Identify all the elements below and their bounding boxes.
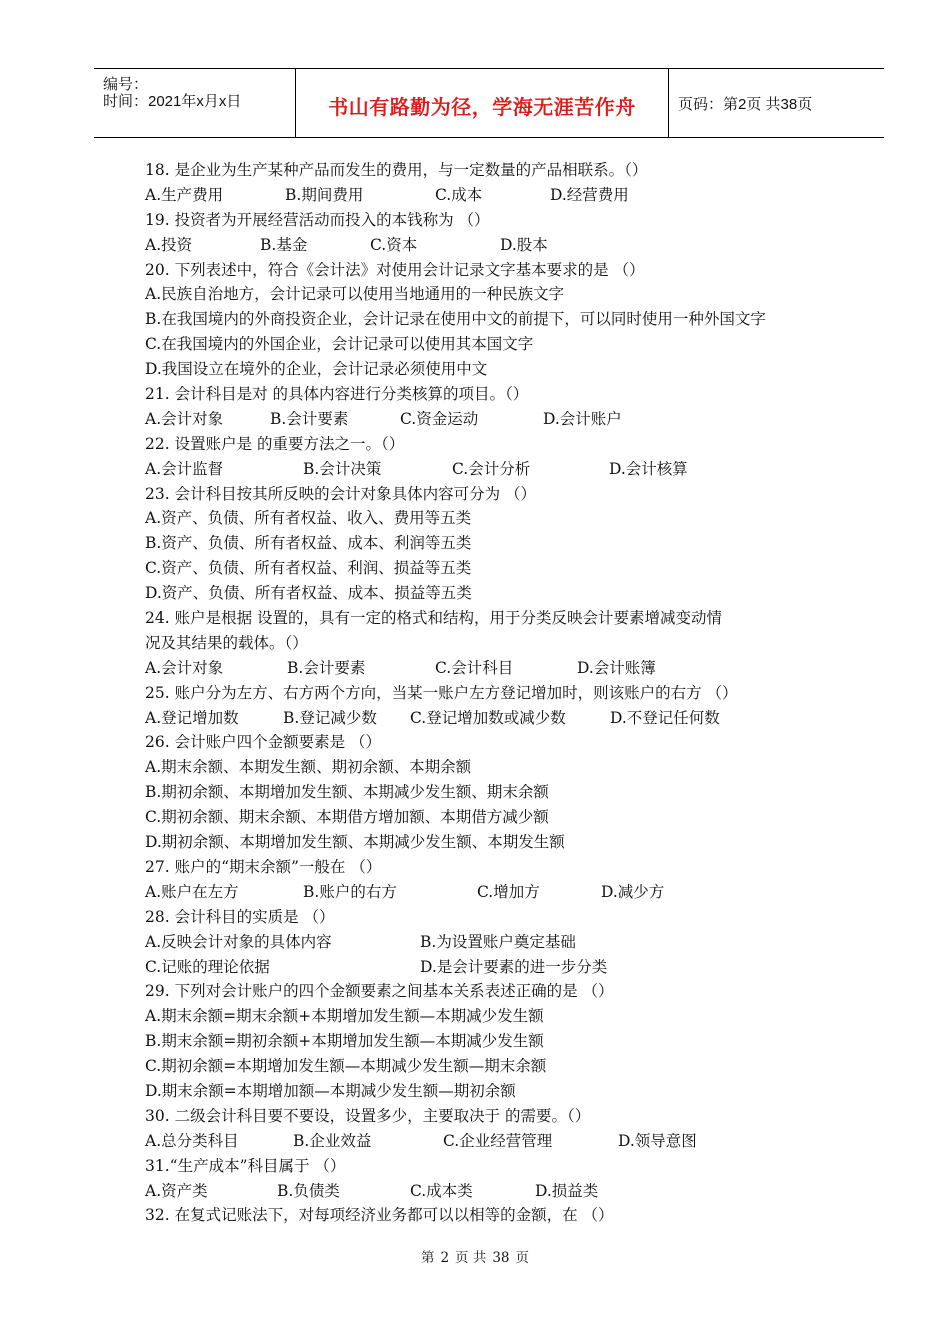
footer-total-pages: 38 [492, 1250, 510, 1266]
option-c: C.会计科目 [435, 658, 514, 677]
option-b: B.期间费用 [285, 185, 364, 204]
option-c: C.资金运动 [400, 409, 479, 428]
question-stem: 22. 设置账户是 的重要方法之一。（） [145, 434, 405, 453]
option-c: C.成本 [435, 185, 483, 204]
option-d: D.我国设立在境外的企业，会计记录必须使用中文 [145, 360, 488, 379]
option-c: C.增加方 [477, 882, 540, 901]
option-b: B.会计要素 [270, 409, 349, 428]
option-d: D.减少方 [601, 882, 665, 901]
option-a: A.反映会计对象的具体内容 [145, 932, 332, 951]
option-d: D.期初余额、本期增加发生额、本期减少发生额、本期发生额 [145, 833, 565, 852]
option-d: D.会计核算 [609, 459, 688, 478]
option-b: B.账户的右方 [303, 882, 397, 901]
page-info: 页码：第2页 共38页 [678, 96, 813, 113]
option-b: B.期末余额=期初余额+本期增加发生额—本期减少发生额 [145, 1032, 544, 1051]
option-d: D.经营费用 [550, 185, 629, 204]
question-stem: 32. 在复式记账法下，对每项经济业务都可以以相等的金额，在 （） [145, 1206, 614, 1225]
option-c: C.资本 [370, 235, 418, 254]
question-stem-continued: 况及其结果的载体。（） [145, 633, 308, 652]
option-b: B.会计要素 [287, 658, 366, 677]
option-d: D.期末余额=本期增加额—本期减少发生额—期初余额 [145, 1081, 516, 1100]
option-a: A.会计对象 [145, 409, 224, 428]
option-b: B.负债类 [277, 1181, 340, 1200]
footer-prefix: 第 [420, 1250, 435, 1266]
option-b: B.资产、负债、所有者权益、成本、利润等五类 [145, 534, 472, 553]
option-row [145, 880, 845, 905]
option-d: D.不登记任何数 [610, 708, 720, 727]
option-b: B.企业效益 [293, 1131, 372, 1150]
code-label: 编号： [103, 76, 149, 93]
footer-suffix: 页 [515, 1250, 530, 1266]
option-c: C.会计分析 [452, 459, 531, 478]
option-a: A.会计监督 [145, 459, 224, 478]
option-c: C.期初余额、期末余额、本期借方增加额、本期借方减少额 [145, 808, 549, 827]
question-stem: 24. 账户是根据 设置的，具有一定的格式和结构，用于分类反映会计要素增减变动情 [145, 609, 723, 628]
option-row [145, 955, 845, 980]
option-a: A.资产、负债、所有者权益、收入、费用等五类 [145, 509, 472, 528]
option-a: A.登记增加数 [145, 708, 239, 727]
question-stem: 29. 下列对会计账户的四个金额要素之间基本关系表述正确的是 （） [145, 982, 614, 1001]
option-c: C.资产、负债、所有者权益、利润、损益等五类 [145, 559, 472, 578]
option-c: C.企业经营管理 [443, 1131, 553, 1150]
page-footer [0, 1246, 950, 1266]
option-d: D.领导意图 [618, 1131, 697, 1150]
footer-page-number: 2 [440, 1250, 450, 1266]
option-c: C.成本类 [410, 1181, 473, 1200]
question-stem: 31.“生产成本”科目属于 （） [145, 1156, 346, 1175]
option-row [145, 183, 845, 208]
option-b: B.为设置账户奠定基础 [420, 932, 576, 951]
footer-mid: 页 共 [455, 1250, 487, 1266]
question-stem: 25. 账户分为左方、右方两个方向，当某一账户左方登记增加时，则该账户的右方 （） [145, 683, 738, 702]
header-motto-cell [296, 69, 669, 137]
option-a: A.民族自治地方，会计记录可以使用当地通用的一种民族文字 [145, 285, 565, 304]
question-list [145, 158, 845, 1228]
option-b: B.会计决策 [303, 459, 382, 478]
question-stem: 26. 会计账户四个金额要素是 （） [145, 733, 382, 752]
option-c: C.在我国境内的外国企业，会计记录可以使用其本国文字 [145, 335, 534, 354]
option-a: A.资产类 [145, 1181, 208, 1200]
option-d: D.会计账簿 [577, 658, 656, 677]
option-b: B.基金 [260, 235, 308, 254]
option-b: B.登记减少数 [283, 708, 377, 727]
option-c: C.登记增加数或减少数 [410, 708, 566, 727]
question-stem: 18. 是企业为生产某种产品而发生的费用，与一定数量的产品相联系。（） [145, 161, 648, 179]
option-row [145, 930, 845, 955]
option-d: D.是会计要素的进一步分类 [420, 957, 608, 976]
header-right-cell [669, 69, 884, 137]
motto-text: 书山有路勤为径，学海无涯苦作舟 [328, 95, 636, 119]
question-stem: 19. 投资者为开展经营活动而投入的本钱称为 （） [145, 210, 490, 229]
option-d: D.损益类 [535, 1181, 599, 1200]
page-header [94, 68, 884, 138]
question-stem: 30. 二级会计科目要不要设，设置多少，主要取决于 的需要。（） [145, 1106, 591, 1125]
header-left-cell [94, 69, 296, 137]
option-a: A.总分类科目 [145, 1131, 239, 1150]
question-stem: 21. 会计科目是对 的具体内容进行分类核算的项目。（） [145, 385, 529, 404]
option-a: A.会计对象 [145, 658, 224, 677]
option-c: C.记账的理论依据 [145, 957, 270, 976]
time-label: 时间：2021年x月x日 [103, 93, 242, 110]
option-a: A.期末余额、本期发生额、期初余额、本期余额 [145, 758, 472, 777]
option-d: D.会计账户 [543, 409, 622, 428]
option-row [145, 457, 845, 482]
option-row [145, 1179, 845, 1204]
option-row [145, 233, 845, 258]
question-stem: 28. 会计科目的实质是 （） [145, 907, 335, 926]
option-a: A.账户在左方 [145, 882, 239, 901]
question-stem: 20. 下列表述中，符合《会计法》对使用会计记录文字基本要求的是 （） [145, 260, 645, 279]
option-a: A.投资 [145, 235, 193, 254]
option-row [145, 706, 845, 731]
option-a: A.生产费用 [145, 185, 224, 204]
question-stem: 27. 账户的“期末余额”一般在 （） [145, 857, 382, 876]
option-row [145, 656, 845, 681]
option-c: C.期初余额=本期增加发生额—本期减少发生额—期末余额 [145, 1057, 547, 1076]
option-d: D.资产、负债、所有者权益、成本、损益等五类 [145, 584, 472, 603]
option-d: D.股本 [500, 235, 548, 254]
option-b: B.期初余额、本期增加发生额、本期减少发生额、期末余额 [145, 783, 549, 802]
question-stem: 23. 会计科目按其所反映的会计对象具体内容可分为 （） [145, 484, 537, 503]
option-a: A.期末余额=期末余额+本期增加发生额—本期减少发生额 [145, 1007, 544, 1026]
option-b: B.在我国境内的外商投资企业，会计记录在使用中文的前提下，可以同时使用一种外国文字 [145, 310, 766, 329]
option-row [145, 407, 845, 432]
option-row [145, 1129, 845, 1154]
